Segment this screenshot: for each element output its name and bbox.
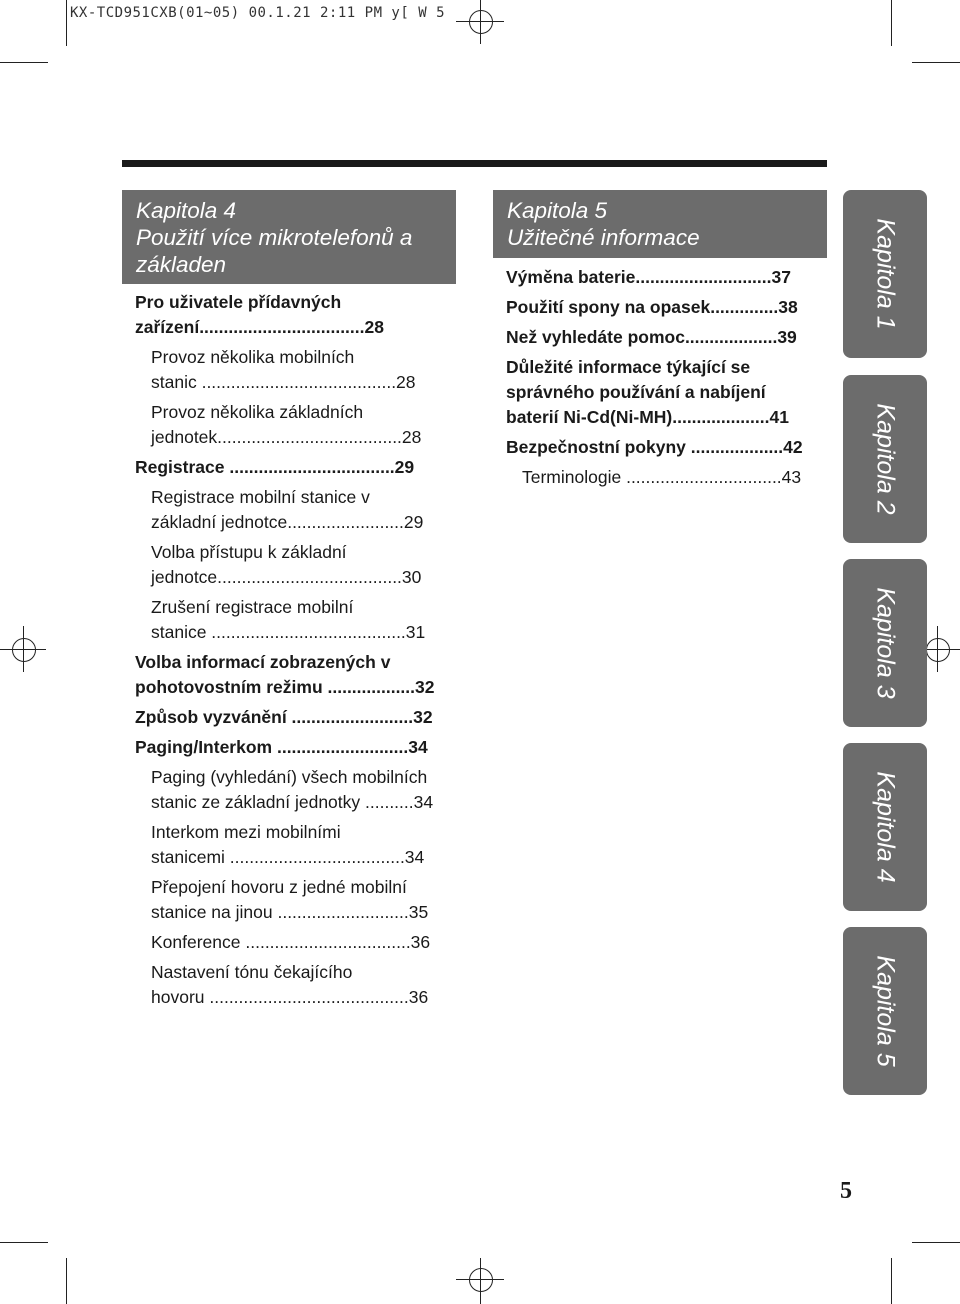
toc-entry-line: Přepojení hovoru z jedné mobilní	[151, 877, 407, 897]
chapter5-heading-line: Kapitola 5	[507, 198, 608, 223]
toc-entry[interactable]	[135, 930, 465, 955]
toc-entry-line: Zrušení registrace mobilní	[151, 597, 354, 617]
toc-entry[interactable]	[135, 735, 465, 760]
side-tab-chapter3[interactable]	[843, 559, 927, 727]
side-tab-label: Kapitola 5	[871, 955, 900, 1067]
chapter4-heading-line: Použití více mikrotelefonů a	[136, 225, 413, 250]
toc-entry-line: Registrace mobilní stanice v	[151, 487, 370, 507]
toc-entry-line: stanic ze základní jednotky ..........34	[151, 792, 434, 812]
toc-entry[interactable]	[135, 290, 465, 340]
side-tab-label: Kapitola 2	[871, 403, 900, 515]
toc-entry-line: Paging/Interkom ...........................34	[135, 737, 428, 757]
toc-entry-line: Volba přístupu k základní	[151, 542, 347, 562]
toc-entry[interactable]	[135, 595, 465, 645]
toc-entry-line: Konference ..................................36	[151, 932, 431, 952]
side-tab-chapter5[interactable]	[843, 927, 927, 1095]
toc-entry-line: jednotce......................................30	[151, 567, 422, 587]
chapter5-heading-line: Užitečné informace	[507, 225, 700, 250]
chapter4-heading-line: Kapitola 4	[136, 198, 237, 223]
toc-entry-line: správného používání a nabíjení	[506, 382, 766, 402]
toc-entry[interactable]	[506, 295, 826, 320]
toc-entry[interactable]	[135, 485, 465, 535]
toc-entry-line: Registrace ..................................29	[135, 457, 415, 477]
toc-entry-line: Způsob vyzvánění .........................32	[135, 707, 433, 727]
toc-entry[interactable]	[135, 820, 465, 870]
chapter4-heading-line: základen	[136, 252, 227, 277]
toc-entry[interactable]	[506, 435, 826, 460]
toc-entry-line: stanice na jinou ...........................35	[151, 902, 429, 922]
side-tab-chapter2[interactable]	[843, 375, 927, 543]
toc-entry-line: jednotek......................................28	[151, 427, 422, 447]
toc-entry-line: stanice ........................................31	[151, 622, 426, 642]
toc-entry-line: stanic ........................................28	[151, 372, 416, 392]
side-tab-chapter4[interactable]	[843, 743, 927, 911]
toc-entry-line: Nastavení tónu čekajícího	[151, 962, 353, 982]
toc-entry[interactable]	[506, 325, 826, 350]
toc-entry-line: stanicemi ....................................34	[151, 847, 425, 867]
toc-entry-line: základní jednotce........................29	[151, 512, 424, 532]
chapter5-toc	[506, 265, 826, 495]
toc-entry-line: Interkom mezi mobilními	[151, 822, 341, 842]
toc-entry[interactable]	[135, 705, 465, 730]
toc-entry-line: Použití spony na opasek..............38	[506, 297, 798, 317]
side-tab-label: Kapitola 1	[871, 218, 900, 330]
toc-entry-line: Bezpečnostní pokyny ...................42	[506, 437, 803, 457]
toc-entry-line: Terminologie ................................43	[522, 467, 802, 487]
chapter4-toc	[135, 290, 465, 1015]
toc-entry-line: Důležité informace týkající se	[506, 357, 751, 377]
side-tab-chapter1[interactable]	[843, 190, 927, 358]
toc-entry[interactable]	[506, 355, 826, 430]
toc-entry-line: Provoz několika základních	[151, 402, 364, 422]
toc-entry[interactable]	[135, 960, 465, 1010]
page-number: 5	[840, 1178, 852, 1204]
toc-entry[interactable]	[135, 400, 465, 450]
toc-entry[interactable]	[135, 650, 465, 700]
toc-entry-line: Než vyhledáte pomoc...................39	[506, 327, 797, 347]
toc-entry-line: pohotovostním režimu ..................32	[135, 677, 435, 697]
toc-entry-line: Volba informací zobrazených v	[135, 652, 391, 672]
toc-entry[interactable]	[135, 540, 465, 590]
toc-entry-line: zařízení..................................28	[135, 317, 384, 337]
toc-entry[interactable]	[135, 765, 465, 815]
side-tab-label: Kapitola 4	[871, 771, 900, 883]
toc-entry[interactable]	[506, 265, 826, 290]
chapter5-heading	[493, 190, 827, 258]
toc-entry-line: Paging (vyhledání) všech mobilních	[151, 767, 428, 787]
toc-entry-line: hovoru .........................................36	[151, 987, 429, 1007]
toc-entry-line: Výměna baterie............................37	[506, 267, 791, 287]
toc-entry-line: Pro uživatele přídavných	[135, 292, 342, 312]
toc-entry[interactable]	[506, 465, 826, 490]
toc-entry-line: Provoz několika mobilních	[151, 347, 355, 367]
toc-entry[interactable]	[135, 455, 465, 480]
top-rule	[122, 160, 827, 167]
chapter4-heading	[122, 190, 456, 284]
side-tab-label: Kapitola 3	[871, 587, 900, 699]
toc-entry-line: baterií Ni-Cd(Ni-MH)....................41	[506, 407, 789, 427]
print-header: KX-TCD951CXB(01~05) 00.1.21 2:11 PM y[ W 5	[70, 5, 446, 21]
toc-entry[interactable]	[135, 345, 465, 395]
toc-entry[interactable]	[135, 875, 465, 925]
